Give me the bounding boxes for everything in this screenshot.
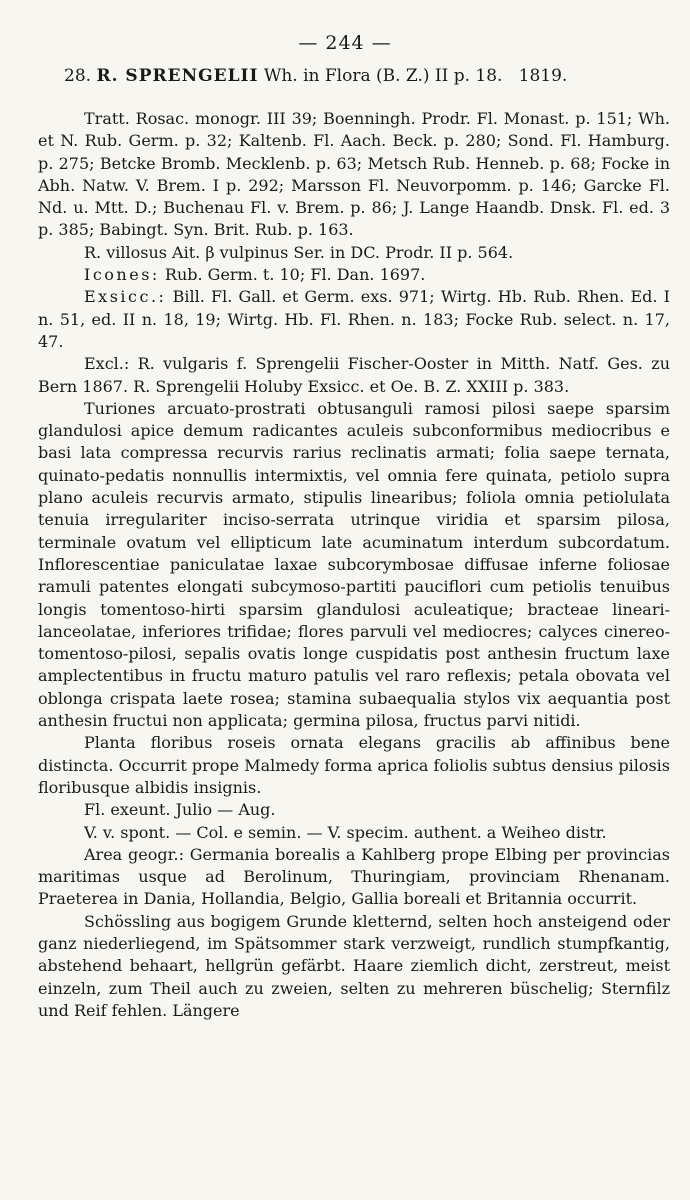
species-heading: [64, 66, 684, 86]
specimens-paragraph: V. v. spont. — Col. e semin. — V. specim. authent. a Weiheo distr.: [84, 822, 607, 842]
text-body: [38, 108, 670, 1022]
synonym-paragraph: R. villosus Ait. β vulpinus Ser. in DC. Prodr. II p. 564.: [84, 242, 514, 262]
icones-paragraph: [38, 264, 670, 286]
area-label: Area geogr.:: [84, 844, 184, 864]
area-paragraph: [38, 844, 670, 911]
page-number: — 244 —: [298, 32, 392, 54]
icones-text: Rub. Germ. t. 10; Fl. Dan. 1697.: [164, 265, 426, 285]
species-name: R. SPRENGELII: [96, 66, 259, 86]
exsicc-text: Bill. Fl. Gall. et Germ. exs. 971; Wirtg. Hb. Rub. Rhen. Ed. I n. 51, ed. II n. 18, 19; Wirtg. Hb. Fl. Rhen. n. 183; Focke Rub. select. n. 17, 47.: [38, 287, 670, 351]
icones-label: Icones:: [84, 265, 160, 285]
flowering-paragraph: Fl. exeunt. Julio — Aug.: [84, 800, 276, 820]
area-text: Germania borealis a Kahlberg prope Elbing per provincias maritimas usque ad Berolinum, Thuringiam, provinciam Rhenanam. Praeterea in Dania, Hollandia, Belgio, Gallia boreali et Britannia occurrit.: [38, 844, 671, 909]
excluded-paragraph: Excl.: R. vulgaris f. Sprengelii Fischer-Ooster in Mitth. Natf. Ges. zu Bern 1867. R. Sprengelii Holuby Exsicc. et Oe. B. Z. XXIII p. 383.: [38, 354, 670, 396]
exsicc-label: Exsicc.:: [84, 287, 167, 307]
species-number: 28.: [64, 66, 92, 86]
german-description: Schössling aus bogigem Grunde kletternd, selten hoch ansteigend oder ganz niederliegend, im Spätsommer stark verzweigt, rundlich stumpfkantig, abstehend behaart, hellgrün gefärbt. Haare ziemlich dicht, zerstreut, meist einzeln, zum Theil auch zu zweien, selten zu mehreren büschelig; Sternfilz und Reif fehlen. Längere: [38, 911, 670, 1020]
species-year: 1819.: [518, 66, 568, 86]
species-citation: Wh. in Flora (B. Z.) II p. 18.: [263, 66, 503, 86]
remarks-paragraph: Planta floribus roseis ornata elegans gracilis ab affinibus bene distincta. Occurrit prope Malmedy forma aprica foliolis subtus densius pilosis floribusque albidis insignis.: [38, 733, 670, 797]
latin-description: Turiones arcuato-prostrati obtusanguli ramosi pilosi saepe sparsim glandulosi apice demum radicantes aculeis subconformibus mediocribus e basi lata compressa recurvis rarius reclinatis armati; folia saepe ternata, quinato-pedatis nonnullis intermixtis, vel omnia fere quinata, petiolo supra plano aculeis recurvis armato, stipulis linearibus; foliola omnia petiolulata tenuia irregulariter inciso-serrata utrinque viridia et sparsim pilosa, terminale ovatum vel ellipticum late acuminatum interdum subcordatum. Inflorescentiae paniculatae laxae subcorymbosae diffusae inferne foliosae ramuli patentes elongati subcymoso-partiti pauciflori cum petiolis tenuibus longis tomentoso-hirti sparsim glandulosi aculeatique; bracteae lineari-lanceolatae, inferiores trifidae; flores parvuli vel mediocres; calyces cinereo-tomentoso-pilosi, sepalis ovatis longe cuspidatis post anthesin fructum laxe amplectentibus in fructu maturo patulis vel raro reflexis; petala obovata vel oblonga crispata laete rosea; stamina subaequalia stylos vix aequantia post anthesin fructui non applicata; germina pilosa, fructus parvi nitidi.: [38, 398, 670, 731]
synonymy-paragraph: Tratt. Rosac. monogr. III 39; Boenningh. Prodr. Fl. Monast. p. 151; Wh. et N. Rub. Germ. p. 32; Kaltenb. Fl. Aach. Beck. p. 280; Sond. Fl. Hamburg. p. 275; Betcke Bromb. Mecklenb. p. 63; Metsch Rub. Henneb. p. 68; Focke in Abh. Natw. V. Brem. I p. 292; Marsson Fl. Neuvorpomm. p. 146; Garcke Fl. Nd. u. Mtt. D.; Buchenau Fl. v. Brem. p. 86; J. Lange Haandb. Dnsk. Fl. ed. 3 p. 385; Babingt. Syn. Brit. Rub. p. 163.: [38, 109, 670, 240]
exsicc-paragraph: [38, 286, 670, 353]
